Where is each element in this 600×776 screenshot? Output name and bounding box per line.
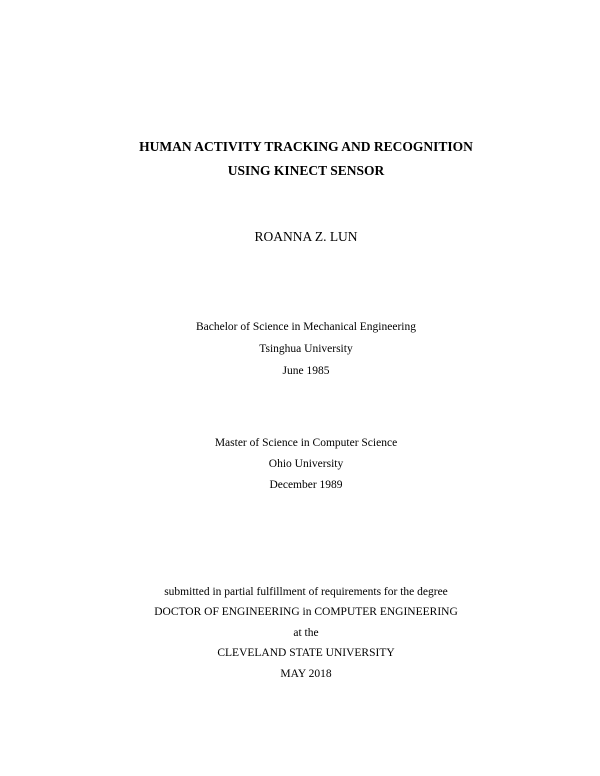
thesis-title-line-2: USING KINECT SENSOR	[227, 163, 385, 178]
doctoral-degree: DOCTOR OF ENGINEERING in COMPUTER ENGINEERING	[154, 606, 458, 618]
master-institution: Ohio University	[268, 458, 344, 470]
master-date: December 1989	[269, 479, 343, 491]
bachelor-institution: Tsinghua University	[259, 343, 353, 355]
submission-statement: submitted in partial fulfillment of requirements for the degree	[164, 586, 448, 598]
thesis-title-line-1: HUMAN ACTIVITY TRACKING AND RECOGNITION	[139, 139, 473, 154]
university-name: CLEVELAND STATE UNIVERSITY	[217, 647, 395, 659]
bachelor-degree: Bachelor of Science in Mechanical Engineering	[195, 321, 416, 333]
author-name: ROANNA Z. LUN	[254, 229, 358, 244]
submission-date: MAY 2018	[280, 668, 332, 680]
master-degree: Master of Science in Computer Science	[214, 437, 398, 449]
at-the: at the	[293, 627, 319, 639]
bachelor-date: June 1985	[282, 365, 330, 377]
